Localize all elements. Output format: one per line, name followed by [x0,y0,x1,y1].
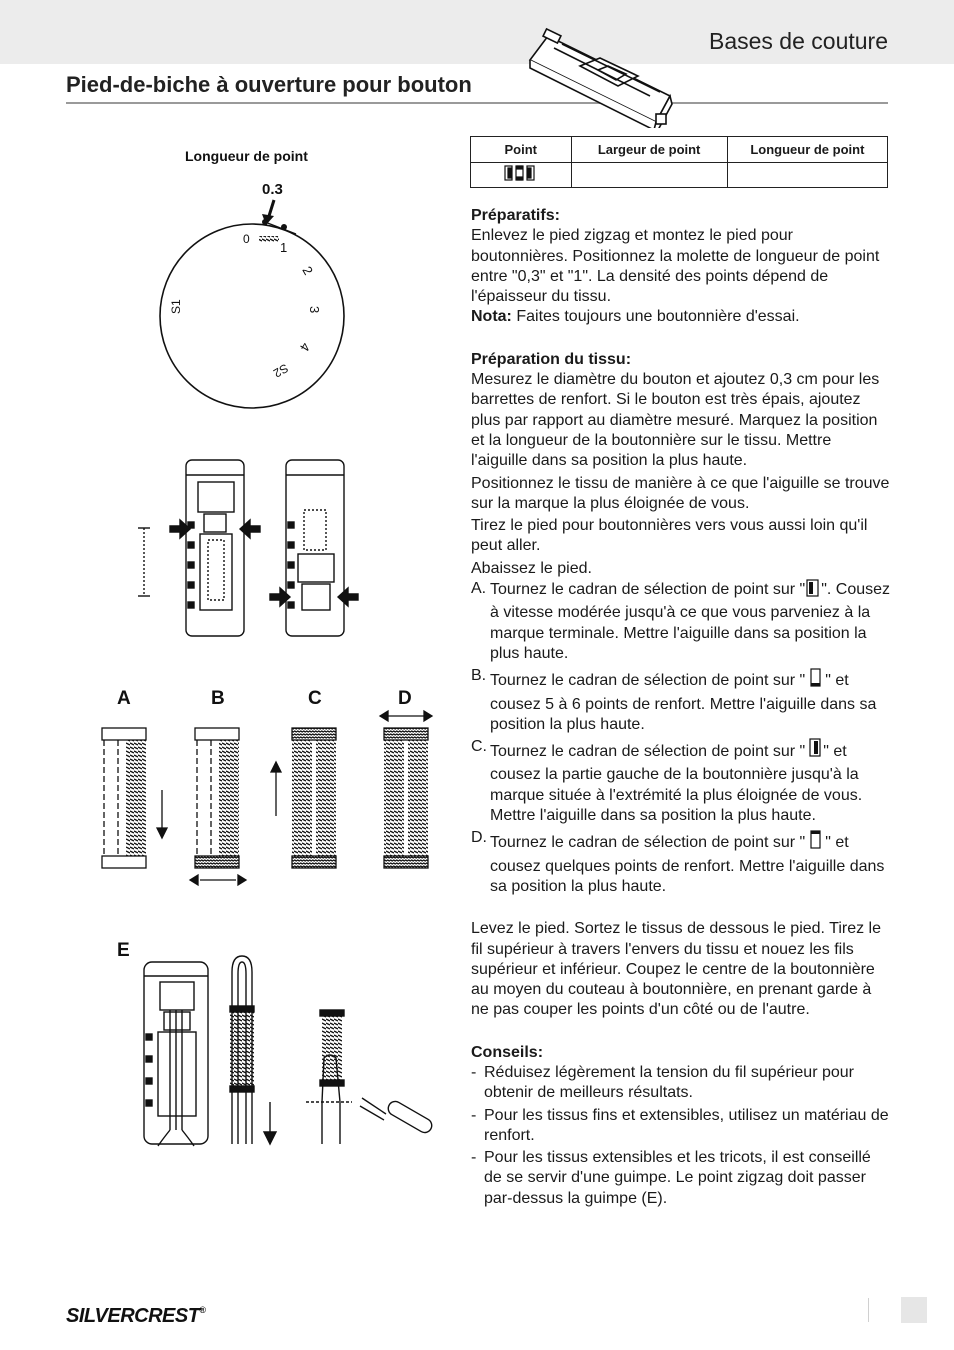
buttonhole-length-marker [138,528,150,596]
step-letter-c: C [308,688,322,709]
header-stitch-length: Longueur de point [727,137,887,163]
step-a [471,579,891,664]
page-number-box [901,1297,927,1323]
dial-setting: 0.3 [262,181,283,198]
brand-name: SILVERCREST [66,1305,200,1327]
table-header-row [471,137,888,163]
step-b-after: " et cousez 5 à 6 points de renfort. Mettre l'aiguille dans sa position la plus haute. [490,672,877,733]
dial-mark-2: 2 [299,263,317,278]
fabric-paragraph-4: Abaissez le pied. [471,559,592,577]
brand-logo [66,1305,206,1328]
dial-mark-1: 1 [280,240,288,255]
stitch-symbol-d-icon [805,828,825,856]
step-c [471,737,891,826]
title-rule [66,102,888,104]
stitch-diagram-d [380,711,432,868]
seam-ripper-icon [306,1010,434,1144]
fabric-paragraph-2: Positionnez le tissu de manière à ce que l'aiguille se trouve sur la marque la plus éloignée de vous. [471,474,890,512]
page-title: Pied-de-biche à ouverture pour bouton [66,72,472,97]
step-b-label: B. [471,667,487,685]
step-letter-b: B [211,688,225,709]
step-c-before: Tournez le cadran de sélection de point sur " [490,743,806,761]
step-b [471,666,891,735]
after-paragraph: Levez le pied. Sortez le tissus de dessous le pied. Tirez le fil supérieur à travers l'envers du tissu et nouez les fils supérieur et inférieur. Coupez le centre de la boutonnière au moyen du couteau à boutonnière, en prenant garde à ne pas couper les points d'un côté ou de l'autre. [471,920,881,1019]
step-d-label: D. [471,829,487,847]
step-d-after: " et cousez quelques points de renfort. Mettre l'aiguille dans sa position la plus haute. [490,834,885,895]
foot-position-2 [270,460,358,636]
tips-list [471,1063,891,1209]
foot-with-cord-e [144,962,208,1146]
list-item [471,1106,891,1147]
table-row [471,163,888,188]
stitch-diagram-b [190,728,246,885]
stitch-symbol-b-icon [805,666,825,694]
fabric-paragraph-3: Tirez le pied pour boutonnières vers vous aussi loin qu'il peut aller. [471,517,868,555]
list-item [471,1148,891,1209]
instructions-text [471,206,891,1209]
nota-text: Faites toujours une boutonnière d'essai. [511,308,800,326]
stitch-width-value [571,163,727,188]
nota-paragraph [471,307,891,327]
buttonhole-foot-illustration [520,18,680,128]
page-divider [868,1298,869,1322]
dial-mark-s1: S1 [169,299,183,314]
tips-heading: Conseils: [471,1043,544,1061]
dial-label: Longueur de point [185,148,308,164]
stitch-length-dial [160,224,344,408]
tip-bullet: - [471,1063,477,1081]
tip-text: Pour les tissus extensibles et les tricots, il est conseillé de se servir d'une guimpe. Le point zigzag doit passer par-dessus la guimpe (E). [484,1149,871,1207]
dial-mark-4: 4 [296,340,314,354]
step-c-after: " et cousez la partie gauche de la boutonnière jusqu'à la marque située à l'extrémité la plus éloignée de vous. Mettre l'aiguille dans sa position la plus haute. [490,743,863,825]
step-a-after: ". Cousez à vitesse modérée jusqu'à ce que vous parveniez à la marque terminale. Mettre l'aiguille dans sa position la plus haute. [490,581,891,662]
stitch-symbol-a-icon [805,579,821,603]
step-b-before: Tournez le cadran de sélection de point sur " [490,672,806,690]
cord-loop [230,956,276,1144]
buttonhole-stitch-icon [471,163,572,188]
stitch-symbol-c-icon [805,737,823,765]
foot-position-1 [170,460,260,636]
fabric-heading: Préparation du tissu: [471,350,632,368]
dial-mark-3: 3 [307,306,322,314]
prep-paragraph: Enlevez le pied zigzag et montez le pied pour boutonnières. Positionnez la molette de longueur de point entre "0,3" et "1". La densité des points dépend de l'épaisseur du tissu. [471,227,880,306]
buttonhole-steps-figures [66,130,446,1170]
step-d-before: Tournez le cadran de sélection de point sur " [490,834,806,852]
prep-heading: Préparatifs: [471,207,560,224]
step-letter-a: A [117,688,131,709]
steps-list [471,579,891,897]
stitch-diagram-a [102,728,167,868]
tip-text: Réduisez légèrement la tension du fil supérieur pour obtenir de meilleurs résultats. [484,1063,854,1102]
brand-registered: ® [199,1305,206,1315]
step-letter-d: D [398,688,412,709]
dial-mark-0: 0 [243,232,250,246]
tip-bullet: - [471,1106,477,1124]
stitch-settings-table [470,136,888,188]
nota-label: Nota: [471,308,512,326]
stitch-diagram-c [271,728,336,868]
header-stitch-width: Largeur de point [571,137,727,163]
stitch-length-value [727,163,887,188]
header-point: Point [471,137,572,163]
step-a-before: Tournez le cadran de sélection de point sur " [490,581,806,599]
dial-mark-s2: S2 [270,360,291,381]
list-item [471,1063,891,1104]
tip-text: Pour les tissus fins et extensibles, utilisez un matériau de renfort. [484,1106,889,1144]
step-letter-e: E [117,940,130,961]
step-a-label: A. [471,580,487,598]
section-title: Bases de couture [708,28,888,54]
step-c-label: C. [471,738,487,756]
fabric-paragraph-1: Mesurez le diamètre du bouton et ajoutez 0,3 cm pour les barrettes de renfort. Si le bouton est très épais, ajoutez plus par rapport au diamètre mesuré. Marquez la position et la longueur de la boutonnière sur le tissu. Mettre l'aiguille dans sa position la plus haute. [471,371,880,470]
step-d [471,828,891,897]
tip-bullet: - [471,1149,477,1167]
